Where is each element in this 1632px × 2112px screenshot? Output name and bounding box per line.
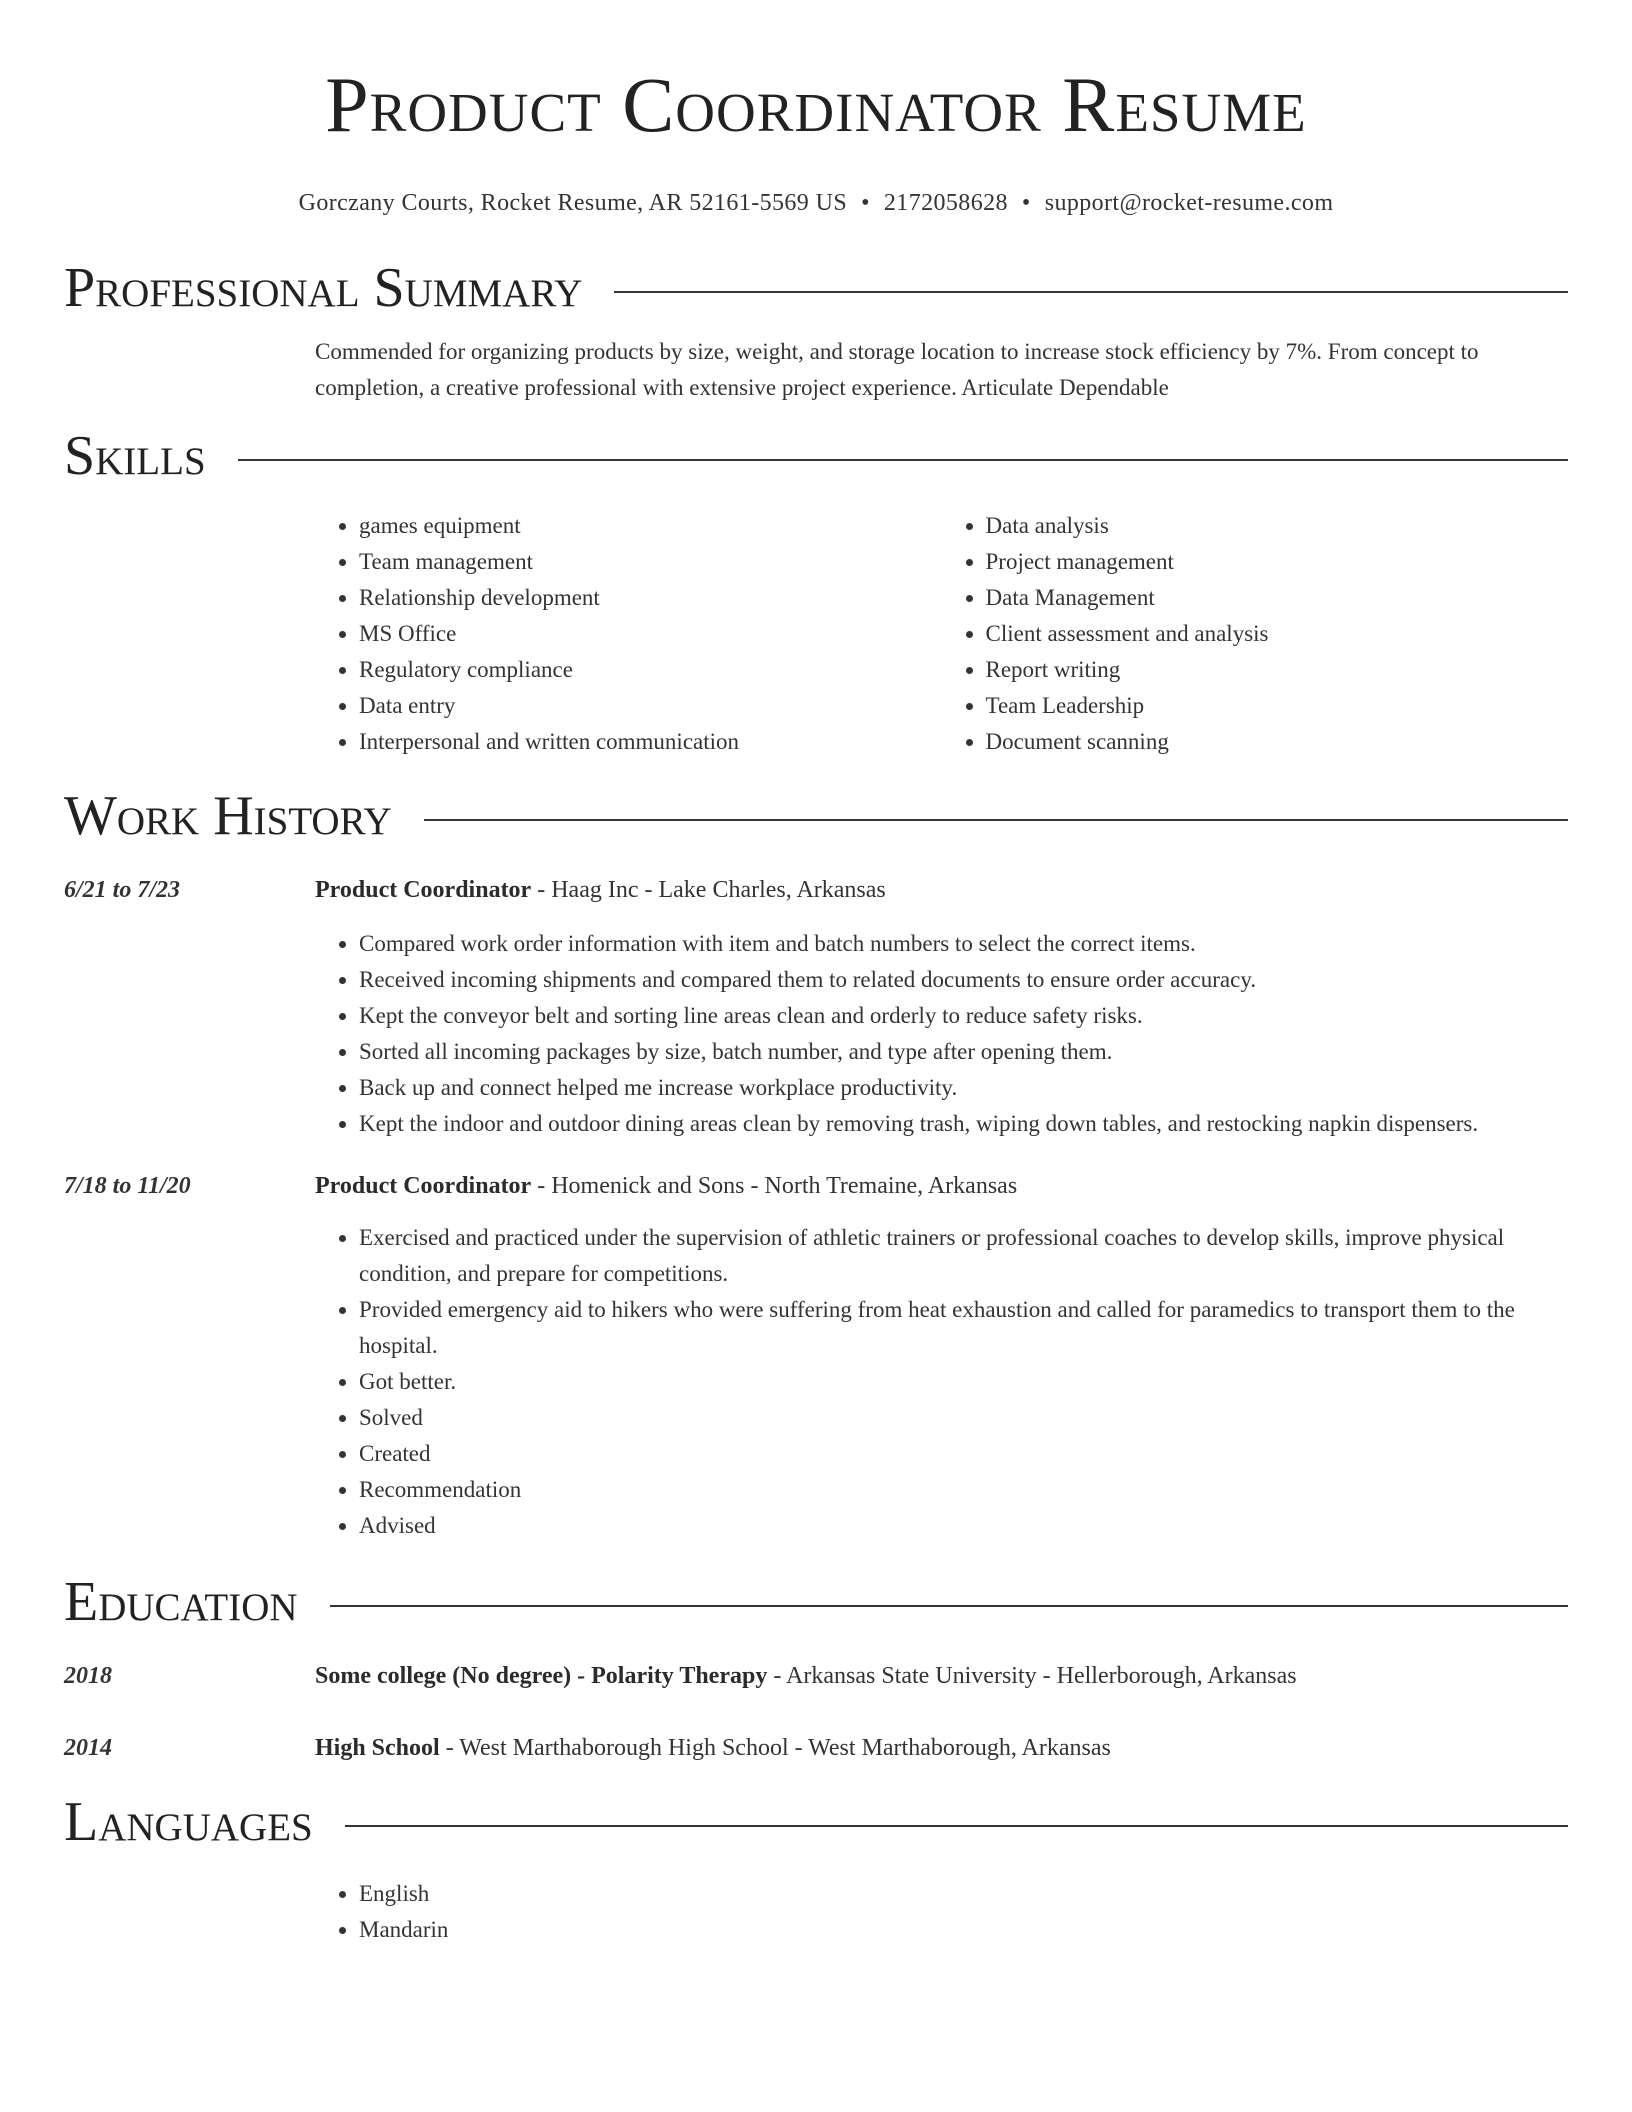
job-responsibilities [315, 926, 1568, 1142]
section-header-languages [64, 1790, 1568, 1854]
skill-item: • Client assessment and analysis [986, 616, 1569, 652]
job-bullet: • Back up and connect helped me increase workplace productivity. [359, 1070, 1568, 1106]
skill-item: • MS Office [359, 616, 942, 652]
education-header [315, 1658, 1297, 1694]
job-bullet: • Exercised and practiced under the supervision of athletic trainers or professional coaches to develop skills, improve physical condition, and prepare for competitions. [359, 1220, 1568, 1292]
summary-text: Commended for organizing products by size, weight, and storage location to increase stock efficiency by 7%. From concept to completion, a creative professional with extensive project experience. Articulate Dependable [315, 339, 1479, 400]
contact-address: Gorczany Courts, Rocket Resume, AR 52161-5569 US [298, 190, 848, 216]
skill-item: • Relationship development [359, 580, 942, 616]
contact-email[interactable]: support@rocket-resume.com [1044, 190, 1334, 216]
skill-item: • Report writing [986, 652, 1569, 688]
job-title: Product Coordinator [315, 877, 532, 903]
contact-phone: 2172058628 [883, 190, 1008, 216]
languages-list [315, 1876, 1568, 1948]
job-bullet: • Kept the conveyor belt and sorting line areas clean and orderly to reduce safety risks. [359, 998, 1568, 1034]
section-title-work-history: Work History [64, 785, 392, 847]
job-bullet: • Sorted all incoming packages by size, batch number, and type after opening them. [359, 1034, 1568, 1070]
job-bullet: • Advised [359, 1508, 1568, 1544]
job-title: Product Coordinator [315, 1173, 532, 1199]
section-header-education [64, 1570, 1568, 1634]
contact-separator: • [1021, 190, 1031, 216]
skill-item: • Project management [986, 544, 1569, 580]
skills-column-left [315, 508, 942, 760]
job-bullet: • Recommendation [359, 1472, 1568, 1508]
job-header [315, 872, 886, 908]
job-responsibilities [315, 1220, 1568, 1544]
skills-column-right [942, 508, 1569, 760]
education-header [315, 1730, 1111, 1766]
job-entry [64, 872, 1568, 908]
job-bullet: • Compared work order information with item and batch numbers to select the correct items. [359, 926, 1568, 962]
job-bullet: • Got better. [359, 1364, 1568, 1400]
skill-item: • Data Management [986, 580, 1569, 616]
language-item: • Mandarin [359, 1912, 1568, 1948]
job-dates: 7/18 to 11/20 [64, 1173, 191, 1199]
education-school: - Arkansas State University - Hellerborough, Arkansas [767, 1663, 1297, 1689]
section-divider [424, 819, 1568, 821]
job-bullet: • Created [359, 1436, 1568, 1472]
section-divider [330, 1605, 1568, 1607]
job-entry [64, 1168, 1568, 1204]
education-degree: High School [315, 1735, 440, 1761]
skill-item: • Data analysis [986, 508, 1569, 544]
section-title-languages: Languages [64, 1791, 313, 1853]
skill-item: • Data entry [359, 688, 942, 724]
section-header-summary [64, 256, 1568, 320]
job-company: - Haag Inc - Lake Charles, Arkansas [531, 877, 886, 903]
section-title-skills: Skills [64, 425, 206, 487]
job-header [315, 1168, 1017, 1204]
skill-item: • Regulatory compliance [359, 652, 942, 688]
document-title: Product Coordinator Resume [325, 61, 1307, 148]
education-school: - West Marthaborough High School - West Marthaborough, Arkansas [439, 1735, 1111, 1761]
skill-item: • Team management [359, 544, 942, 580]
section-title-education: Education [64, 1571, 298, 1633]
section-header-work-history [64, 784, 1568, 848]
section-title-summary: Professional Summary [64, 257, 583, 319]
education-entry [64, 1730, 1568, 1766]
job-company: - Homenick and Sons - North Tremaine, Arkansas [531, 1173, 1018, 1199]
skill-item: • games equipment [359, 508, 942, 544]
language-item: • English [359, 1876, 1568, 1912]
job-bullet: • Received incoming shipments and compared them to related documents to ensure order accuracy. [359, 962, 1568, 998]
skill-item: • Document scanning [986, 724, 1569, 760]
section-divider [614, 291, 1568, 293]
job-bullet: • Kept the indoor and outdoor dining areas clean by removing trash, wiping down tables, and restocking napkin dispensers. [359, 1106, 1568, 1142]
education-year: 2014 [64, 1735, 112, 1761]
skills-list [315, 508, 1568, 760]
contact-line [64, 188, 1568, 218]
job-bullet: • Solved [359, 1400, 1568, 1436]
education-year: 2018 [64, 1663, 112, 1689]
job-dates: 6/21 to 7/23 [64, 877, 181, 903]
contact-separator: • [861, 190, 870, 216]
section-header-skills [64, 424, 1568, 488]
skill-item: • Team Leadership [986, 688, 1569, 724]
job-bullet: • Provided emergency aid to hikers who were suffering from heat exhaustion and called for paramedics to transport them to the hospital. [359, 1292, 1568, 1364]
education-degree: Some college (No degree) - Polarity Therapy [315, 1663, 768, 1689]
section-divider [238, 459, 1568, 461]
skill-item: • Interpersonal and written communication [359, 724, 942, 760]
section-divider [345, 1825, 1568, 1827]
education-entry [64, 1658, 1568, 1694]
